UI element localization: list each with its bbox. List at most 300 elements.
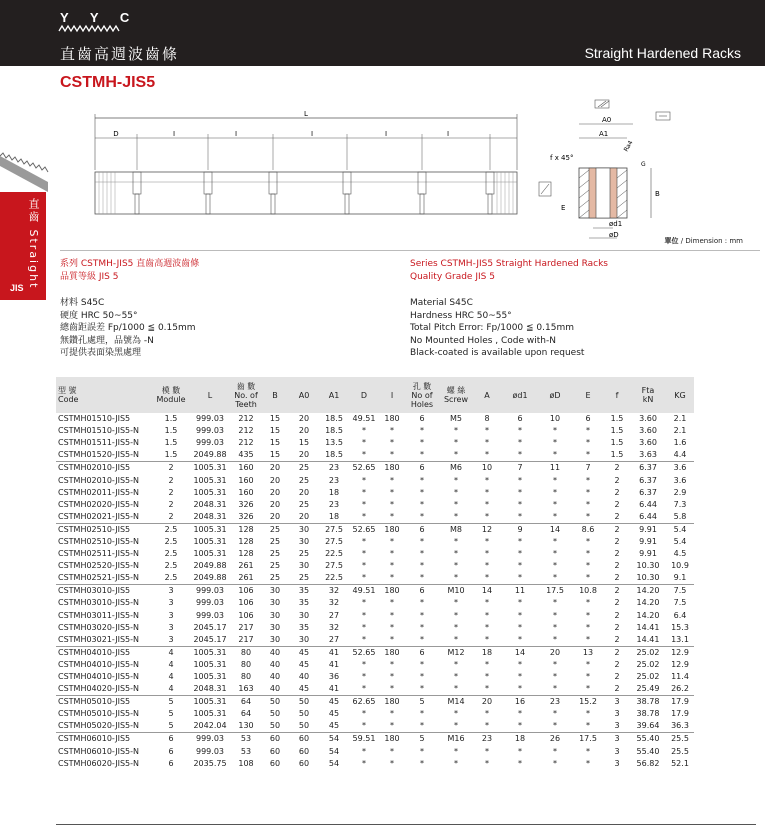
spec-left-line: 總齒距誤差 Fp/1000 ≦ 0.15mm	[60, 323, 196, 333]
table-cell: 23	[328, 499, 340, 509]
table-cell: *	[420, 549, 424, 559]
column-header-text: 模 數	[161, 386, 181, 395]
table-cell: 23	[328, 475, 340, 485]
table-cell: 23	[538, 696, 572, 709]
table-cell: 2	[614, 634, 620, 644]
table-cell: 41	[320, 646, 348, 659]
table-row	[56, 659, 694, 671]
table-cell: 261	[238, 561, 254, 571]
table-cell: *	[454, 499, 458, 509]
table-row	[56, 696, 694, 709]
table-cell: 14.20	[636, 610, 660, 620]
table-cell: 9.91	[639, 549, 657, 559]
table-cell: *	[518, 511, 522, 521]
table-cell: 45	[328, 721, 340, 731]
table-cell: 40	[269, 684, 281, 694]
table-cell: 40	[298, 672, 310, 682]
table-cell: *	[553, 610, 557, 620]
table-cell: *	[454, 475, 458, 485]
table-cell: *	[454, 511, 458, 521]
table-cell: 217	[238, 634, 254, 644]
table-cell: 2045.17	[193, 622, 227, 632]
table-cell: 13.5	[325, 438, 343, 448]
table-cell: 55.40	[630, 733, 666, 746]
spec-right-line: No Mounted Holes , Code with-N	[410, 335, 556, 346]
table-cell: *	[454, 709, 458, 719]
table-cell: CSTMH05020-JIS5-N	[58, 721, 140, 731]
table-cell: *	[420, 610, 424, 620]
table-cell: *	[390, 487, 394, 497]
table-cell: *	[485, 634, 489, 644]
dim-I-label-2: I	[235, 130, 238, 138]
table-cell: *	[390, 659, 394, 669]
table-cell: 15	[269, 438, 281, 448]
table-cell: 2	[614, 610, 620, 620]
table-cell: *	[362, 511, 366, 521]
table-cell: 1.5	[164, 450, 178, 460]
rack-thumbnail-icon	[0, 152, 48, 196]
table-cell: 20	[269, 511, 281, 521]
table-cell: *	[362, 622, 366, 632]
table-cell: 6	[168, 758, 174, 768]
table-cell: *	[362, 573, 366, 583]
table-cell: 40	[269, 659, 281, 669]
table-cell: CSTMH01520-JIS5-N	[58, 450, 140, 460]
table-cell: 54	[328, 758, 340, 768]
table-cell: 53	[230, 733, 262, 746]
table-cell: 18.5	[325, 450, 343, 460]
table-cell: *	[362, 672, 366, 682]
table-row	[56, 758, 694, 770]
page-header	[0, 0, 765, 66]
table-cell: 1.5	[610, 438, 624, 448]
table-cell: *	[362, 450, 366, 460]
unit-en: / Dimension : mm	[680, 237, 743, 245]
table-cell: 2	[604, 646, 630, 659]
table-cell: *	[553, 598, 557, 608]
dim-I-label-3: I	[311, 130, 314, 138]
table-cell: M14	[440, 696, 472, 709]
table-cell: 30	[298, 634, 310, 644]
table-cell: 6.4	[673, 610, 687, 620]
table-cell: 7.5	[673, 598, 687, 608]
table-cell: 2	[614, 511, 620, 521]
table-cell: 180	[380, 733, 404, 746]
spec-right-line: Total Pitch Error: Fp/1000 ≦ 0.15mm	[410, 323, 574, 333]
table-cell: M8	[440, 523, 472, 536]
table-cell: *	[553, 499, 557, 509]
table-cell: CSTMH06020-JIS5-N	[58, 758, 140, 768]
table-cell: CSTMH01511-JIS5-N	[58, 438, 140, 448]
table-cell: *	[586, 758, 590, 768]
table-cell: 30	[298, 536, 310, 546]
table-cell: *	[420, 487, 424, 497]
table-row	[56, 708, 694, 720]
dim-ra-label: Ra4	[622, 139, 635, 153]
table-cell: 20	[262, 462, 288, 475]
table-cell: 2.5	[164, 549, 178, 559]
dim-I-label-5: I	[447, 130, 450, 138]
table-cell: *	[390, 426, 394, 436]
spec-left-line: 無鑽孔處理，品號為 -N	[60, 335, 154, 346]
table-cell: *	[362, 536, 366, 546]
table-cell: 15	[269, 426, 281, 436]
table-cell: 50	[298, 721, 310, 731]
table-cell: 6	[168, 746, 174, 756]
table-cell: *	[586, 709, 590, 719]
table-cell: 9.91	[630, 523, 666, 536]
table-cell: 60	[262, 733, 288, 746]
column-header-text: I	[390, 390, 394, 400]
table-cell: 14	[472, 585, 502, 598]
table-cell: 15	[269, 450, 281, 460]
table-cell: 8	[484, 414, 490, 424]
table-row	[56, 425, 694, 437]
table-cell: 2	[614, 672, 620, 682]
spec-left-line: 可提供表面染黑處理	[60, 348, 142, 358]
table-cell: 2	[614, 549, 620, 559]
table-cell: 1005.31	[193, 709, 227, 719]
table-cell: 20	[538, 646, 572, 659]
table-cell: 3.60	[639, 426, 657, 436]
table-cell: *	[454, 622, 458, 632]
table-cell: 17.5	[538, 585, 572, 598]
table-cell: *	[420, 426, 424, 436]
table-cell: *	[454, 426, 458, 436]
table-cell: *	[553, 438, 557, 448]
column-header	[440, 377, 472, 413]
table-cell: 50	[269, 721, 281, 731]
table-cell: 30	[269, 634, 281, 644]
table-cell: *	[553, 475, 557, 485]
table-cell: *	[553, 721, 557, 731]
table-cell: *	[420, 561, 424, 571]
model-title: CSTMH-JIS5	[60, 74, 156, 91]
table-cell: 5.8	[673, 511, 687, 521]
table-cell: 11	[502, 585, 538, 598]
column-header-text: KG	[674, 390, 686, 400]
table-row	[56, 536, 694, 548]
table-cell: *	[420, 634, 424, 644]
table-cell: 999.03	[196, 746, 224, 756]
table-body	[56, 413, 694, 770]
table-cell: *	[485, 622, 489, 632]
table-cell: 80	[240, 672, 252, 682]
table-cell: 160	[238, 475, 254, 485]
table-cell: 999.03	[196, 414, 224, 424]
table-cell: *	[420, 709, 424, 719]
table-row	[56, 548, 694, 560]
header-title-en: Straight Hardened Racks	[584, 45, 741, 61]
table-cell: 5	[168, 721, 174, 731]
table-cell: 1.6	[673, 438, 687, 448]
table-cell: 2	[152, 462, 190, 475]
table-cell: 10.30	[636, 573, 660, 583]
table-cell: 60	[288, 733, 320, 746]
table-cell: 1005.31	[193, 536, 227, 546]
table-cell: 14.41	[636, 622, 660, 632]
table-cell: 2049.88	[193, 561, 227, 571]
table-cell: *	[586, 536, 590, 546]
table-cell: *	[362, 549, 366, 559]
table-cell: CSTMH03021-JIS5-N	[58, 634, 140, 644]
table-cell: 4	[168, 684, 174, 694]
table-cell: *	[420, 758, 424, 768]
table-cell: 999.03	[196, 610, 224, 620]
table-cell: 25	[298, 475, 310, 485]
table-cell: 38.78	[630, 696, 666, 709]
table-cell: 18	[472, 646, 502, 659]
table-cell: *	[362, 610, 366, 620]
table-cell: *	[586, 475, 590, 485]
column-header	[56, 377, 152, 413]
table-cell: 36	[328, 672, 340, 682]
table-cell: 3.6	[666, 462, 694, 475]
table-cell: 10.9	[671, 561, 689, 571]
table-cell: 18	[502, 733, 538, 746]
table-cell: 14	[538, 523, 572, 536]
table-cell: *	[454, 598, 458, 608]
table-cell: *	[420, 450, 424, 460]
table-header-row	[56, 377, 694, 413]
table-cell: *	[362, 709, 366, 719]
table-cell: 2048.31	[193, 684, 227, 694]
table-cell: CSTMH02011-JIS5-N	[58, 487, 140, 497]
table-cell: 15	[269, 414, 281, 424]
table-cell: *	[485, 758, 489, 768]
table-cell: 59.51	[348, 733, 380, 746]
table-cell: *	[362, 475, 366, 485]
column-header-text: 型 號	[58, 386, 77, 395]
table-cell: *	[586, 573, 590, 583]
column-header-text: øD	[549, 390, 561, 400]
spec-table	[56, 377, 694, 770]
table-cell: 6.37	[639, 475, 657, 485]
table-cell: 30	[269, 610, 281, 620]
table-cell: 14.20	[636, 598, 660, 608]
table-cell: 41	[328, 684, 340, 694]
column-header	[262, 377, 288, 413]
spec-right-series: Series CSTMH-JIS5 Straight Hardened Racks	[410, 259, 608, 269]
table-cell: 56.82	[636, 758, 660, 768]
table-cell: *	[586, 426, 590, 436]
table-cell: 160	[230, 462, 262, 475]
table-cell: 999.03	[196, 438, 224, 448]
table-cell: 25	[298, 499, 310, 509]
table-row	[56, 746, 694, 758]
table-cell: *	[553, 684, 557, 694]
table-cell: *	[420, 536, 424, 546]
table-cell: 60	[298, 746, 310, 756]
table-cell: 5	[404, 733, 440, 746]
table-cell: *	[390, 438, 394, 448]
dim-D2-label: øD	[609, 231, 619, 239]
table-cell: 2.1	[673, 426, 687, 436]
table-cell: *	[586, 659, 590, 669]
table-cell: *	[485, 438, 489, 448]
table-cell: *	[518, 659, 522, 669]
spec-left-grade: 品質等級 JIS 5	[60, 271, 119, 282]
table-cell: *	[454, 573, 458, 583]
table-cell: *	[518, 672, 522, 682]
table-cell: 7	[502, 462, 538, 475]
table-cell: 25	[269, 549, 281, 559]
table-cell: *	[390, 758, 394, 768]
column-header	[630, 377, 666, 413]
divider	[60, 250, 760, 251]
table-cell: *	[518, 634, 522, 644]
table-row	[56, 597, 694, 609]
table-cell: 55.40	[636, 746, 660, 756]
table-cell: CSTMH02520-JIS5-N	[58, 561, 140, 571]
table-cell: *	[586, 561, 590, 571]
table-cell: 5	[404, 696, 440, 709]
table-cell: 3	[152, 585, 190, 598]
table-cell: 30	[298, 610, 310, 620]
table-cell: 1005.31	[190, 462, 230, 475]
table-cell: 36.3	[671, 721, 689, 731]
column-header-text: 孔 數	[412, 381, 432, 391]
table-cell: 160	[238, 487, 254, 497]
table-cell: CSTMH02021-JIS5-N	[58, 511, 140, 521]
table-cell: 1.5	[610, 414, 624, 424]
table-cell: 25.5	[671, 746, 689, 756]
dim-E-label: E	[561, 204, 566, 212]
table-cell: 27.5	[320, 523, 348, 536]
table-cell: *	[586, 438, 590, 448]
table-cell: 23	[320, 462, 348, 475]
table-cell: *	[518, 622, 522, 632]
dim-A1-label: A1	[599, 130, 609, 138]
table-cell: *	[362, 684, 366, 694]
table-cell: 1.5	[610, 450, 624, 460]
table-cell: *	[454, 561, 458, 571]
table-cell: 25.02	[630, 646, 666, 659]
table-row	[56, 560, 694, 572]
table-cell: 6.37	[639, 487, 657, 497]
table-cell: *	[586, 672, 590, 682]
table-cell: *	[454, 450, 458, 460]
table-cell: 128	[230, 523, 262, 536]
table-cell: 8.6	[572, 523, 604, 536]
table-cell: 4	[168, 672, 174, 682]
table-cell: 22.5	[325, 549, 343, 559]
table-cell: CSTMH05010-JIS5-N	[58, 709, 140, 719]
table-cell: 27	[328, 610, 340, 620]
table-cell: 10	[549, 414, 561, 424]
table-cell: 14.20	[630, 585, 666, 598]
table-cell: *	[362, 659, 366, 669]
table-cell: 212	[238, 438, 254, 448]
table-row	[56, 733, 694, 746]
table-cell: 17.9	[671, 709, 689, 719]
table-cell: *	[518, 438, 522, 448]
table-cell: *	[390, 499, 394, 509]
table-cell: 3	[168, 610, 174, 620]
table-cell: *	[454, 684, 458, 694]
table-row	[56, 413, 694, 425]
table-cell: *	[586, 499, 590, 509]
table-cell: 7.5	[666, 585, 694, 598]
table-cell: *	[390, 634, 394, 644]
table-cell: *	[390, 573, 394, 583]
table-cell: 53	[240, 746, 252, 756]
table-cell: CSTMH02521-JIS5-N	[58, 573, 140, 583]
table-cell: 6.44	[639, 499, 657, 509]
table-cell: *	[420, 622, 424, 632]
table-cell: 106	[238, 610, 254, 620]
table-cell: 999.03	[196, 426, 224, 436]
spec-right	[410, 258, 608, 360]
table-cell: 1005.31	[193, 549, 227, 559]
table-cell: 4	[168, 659, 174, 669]
table-cell: *	[485, 659, 489, 669]
table-cell: *	[485, 561, 489, 571]
table-cell: 25	[298, 549, 310, 559]
table-cell: *	[454, 758, 458, 768]
table-cell: 2035.75	[193, 758, 227, 768]
table-cell: 2045.17	[193, 634, 227, 644]
table-cell: 30	[269, 622, 281, 632]
table-cell: 2	[604, 462, 630, 475]
table-cell: 2	[614, 499, 620, 509]
table-row	[56, 671, 694, 683]
table-cell: M5	[450, 414, 462, 424]
table-cell: 25	[298, 573, 310, 583]
table-cell: 6	[404, 585, 440, 598]
table-cell: *	[485, 475, 489, 485]
table-cell: 7.3	[673, 499, 687, 509]
table-cell: 212	[238, 426, 254, 436]
dim-d1-label: ød1	[609, 220, 623, 228]
table-cell: 128	[238, 536, 254, 546]
column-header-text: Screw	[443, 395, 469, 404]
table-cell: 2	[168, 475, 174, 485]
column-header-text: E	[585, 390, 591, 400]
table-cell: 52.65	[348, 462, 380, 475]
table-cell: 25.5	[666, 733, 694, 746]
table-cell: *	[420, 573, 424, 583]
table-cell: CSTMH02010-JIS5	[56, 462, 152, 475]
table-cell: 40	[269, 672, 281, 682]
table-cell: 2	[604, 585, 630, 598]
dim-A0-label: A0	[602, 116, 612, 124]
table-cell: *	[454, 634, 458, 644]
table-cell: 1.5	[164, 426, 178, 436]
table-cell: 2.5	[152, 523, 190, 536]
table-cell: *	[362, 426, 366, 436]
table-cell: 2	[614, 573, 620, 583]
table-cell: 6.37	[630, 462, 666, 475]
table-cell: 2	[614, 561, 620, 571]
table-cell: *	[390, 622, 394, 632]
table-cell: 62.65	[348, 696, 380, 709]
table-cell: *	[485, 499, 489, 509]
table-cell: *	[485, 684, 489, 694]
table-cell: *	[390, 684, 394, 694]
column-header	[538, 377, 572, 413]
table-cell: *	[586, 684, 590, 694]
table-cell: *	[553, 709, 557, 719]
column-header	[404, 377, 440, 413]
table-cell: 35	[298, 622, 310, 632]
table-cell: *	[518, 536, 522, 546]
table-row	[56, 474, 694, 486]
table-cell: 60	[269, 746, 281, 756]
table-cell: *	[518, 573, 522, 583]
table-cell: 6	[404, 646, 440, 659]
table-cell: 180	[384, 414, 400, 424]
